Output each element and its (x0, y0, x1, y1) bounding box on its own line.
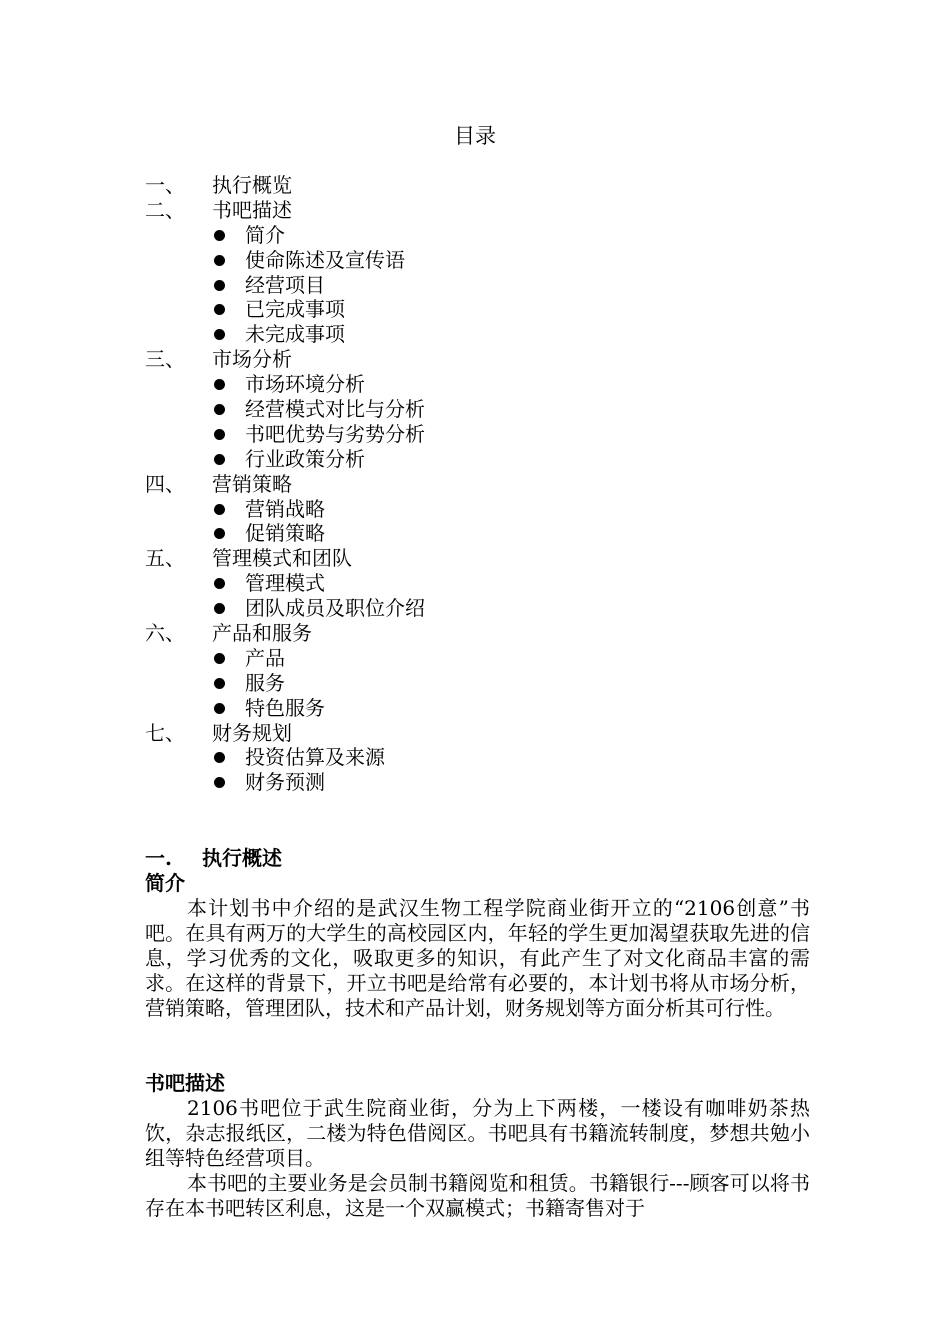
bullet-icon (214, 777, 225, 788)
bullet-icon (214, 304, 225, 315)
toc-section (145, 347, 825, 372)
bullet-icon (214, 379, 225, 390)
toc-section-title: 管理模式和团队 (212, 546, 352, 571)
toc-subitem (145, 273, 825, 298)
bullet-icon (214, 578, 225, 589)
toc-section-title: 产品和服务 (212, 621, 312, 646)
toc-section-number: 一、 (145, 173, 185, 197)
toc-subitem-label: 营销战略 (245, 496, 325, 521)
toc-section (145, 173, 825, 198)
bullet-icon (214, 528, 225, 539)
bullet-icon (214, 504, 225, 515)
bullet-icon (214, 255, 225, 266)
toc-title: 目录 (454, 124, 496, 148)
bullet-icon (214, 454, 225, 465)
toc-subitem-label: 未完成事项 (245, 322, 345, 347)
bullet-icon (214, 230, 225, 241)
bullet-icon (214, 603, 225, 614)
toc-subitem-label: 经营模式对比与分析 (245, 397, 425, 422)
bullet-icon (214, 703, 225, 714)
toc-section (145, 472, 825, 497)
toc-subitem (145, 596, 825, 621)
toc-subitem-label: 书吧优势与劣势分析 (245, 421, 425, 446)
toc-section-title: 市场分析 (212, 347, 292, 372)
toc-subitem (145, 745, 825, 770)
toc-subitem (145, 297, 825, 322)
toc-subitem (145, 671, 825, 696)
toc-section-title: 营销策略 (212, 471, 292, 496)
toc-section-number: 五、 (145, 546, 185, 571)
bullet-icon (214, 404, 225, 415)
toc-subitem (145, 770, 825, 795)
toc-subitem-label: 经营项目 (245, 272, 325, 297)
toc-section-title: 财务规划 (212, 720, 292, 745)
toc-subitem (145, 696, 825, 721)
bullet-icon (214, 280, 225, 291)
toc-subitem (145, 248, 825, 273)
toc-section-number: 二、 (145, 197, 185, 222)
bullet-icon (214, 653, 225, 664)
toc-subitem (145, 447, 825, 472)
toc-subitem-label: 促销策略 (245, 521, 325, 546)
description-paragraph-2: 本书吧的主要业务是会员制书籍阅览和租赁。书籍银行---顾客可以将书存在本书吧转区利息，这是一个双赢模式；书籍寄售对于 (145, 1171, 810, 1220)
intro-block (145, 871, 810, 1021)
toc-section-number: 六、 (145, 621, 185, 646)
toc-section-title: 执行概览 (212, 173, 292, 197)
bullet-icon (214, 678, 225, 689)
toc-subitem (145, 497, 825, 522)
toc-section (145, 198, 825, 223)
toc-section-title: 书吧描述 (212, 197, 292, 222)
toc-subitem-label: 市场环境分析 (245, 372, 365, 397)
toc-section-number: 七、 (145, 720, 185, 745)
toc-section-number: 四、 (145, 471, 185, 496)
toc-subitem-label: 团队成员及职位介绍 (245, 596, 425, 621)
description-paragraph-1: 2106书吧位于武生院商业街，分为上下两楼，一楼设有咖啡奶茶热饮，杂志报纸区，二楼为特色借阅区。书吧具有书籍流转制度，梦想共勉小组等特色经营项目。 (145, 1096, 810, 1170)
toc-subitem (145, 521, 825, 546)
section-heading-title: 执行概述 (202, 846, 282, 870)
toc-subitem (145, 397, 825, 422)
toc-subitem (145, 322, 825, 347)
toc-subitem-label: 使命陈述及宣传语 (245, 247, 405, 272)
toc-subitem (145, 372, 825, 397)
toc-subitem-label: 服务 (245, 670, 285, 695)
toc-subitem (145, 422, 825, 447)
bullet-icon (214, 429, 225, 440)
toc-subitem-label: 财务预测 (245, 770, 325, 795)
toc-subitem-label: 投资估算及来源 (245, 745, 385, 770)
section-heading (145, 846, 810, 871)
intro-paragraph: 本计划书中介绍的是武汉生物工程学院商业街开立的“2106创意”书吧。在具有两万的大学生的高校园区内，年轻的学生更加渴望获取先进的信息，学习优秀的文化，吸取更多的知识，有此产生了对文化商品丰富的需求。在这样的背景下，开立书吧是给常有必要的，本计划书将从市场分析，营销策略，管理团队，技术和产品计划，财务规划等方面分析其可行性。 (145, 896, 810, 1020)
toc-subitem (145, 646, 825, 671)
toc-subitem-label: 已完成事项 (245, 297, 345, 322)
toc-subitem-label: 产品 (245, 645, 285, 670)
bullet-icon (214, 752, 225, 763)
table-of-contents (145, 173, 825, 795)
section-heading-number: 一. (145, 846, 172, 870)
toc-section-number: 三、 (145, 347, 185, 372)
toc-section (145, 621, 825, 646)
toc-subitem-label: 简介 (245, 222, 285, 247)
toc-subitem (145, 223, 825, 248)
description-block (145, 1071, 810, 1221)
description-heading: 书吧描述 (145, 1071, 225, 1095)
toc-section (145, 721, 825, 746)
toc-section (145, 546, 825, 571)
toc-subitem (145, 571, 825, 596)
bullet-icon (214, 329, 225, 340)
toc-subitem-label: 行业政策分析 (245, 446, 365, 471)
intro-heading: 简介 (145, 871, 185, 895)
toc-subitem-label: 管理模式 (245, 571, 325, 596)
toc-subitem-label: 特色服务 (245, 695, 325, 720)
